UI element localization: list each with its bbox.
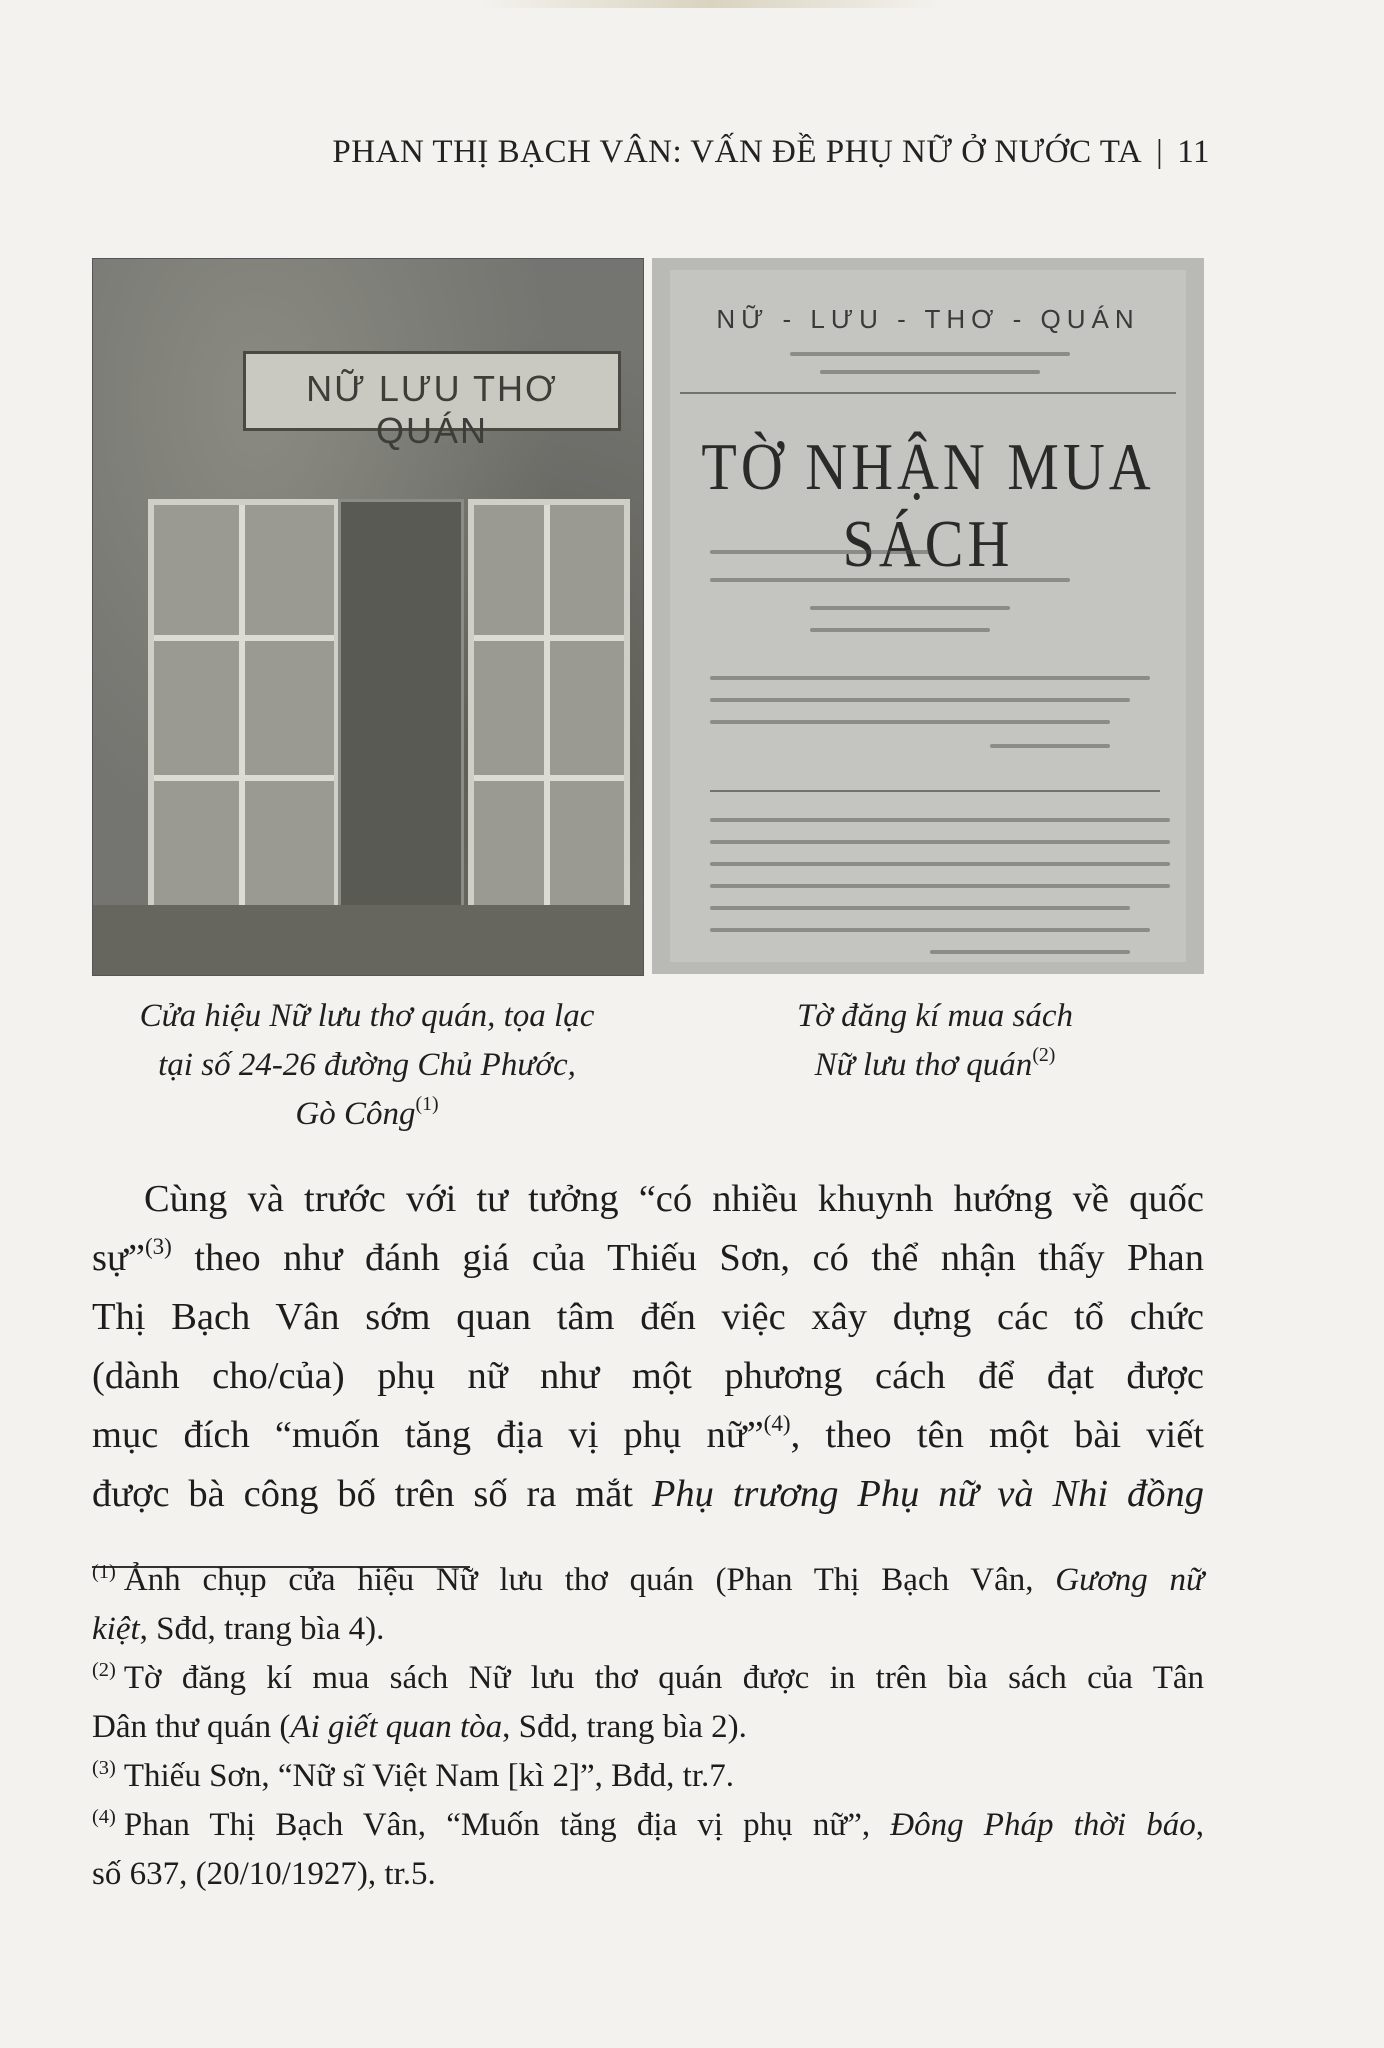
subscription-form-photo	[652, 258, 1204, 974]
caption-line: tại số 24-26 đường Chủ Phước,	[158, 1047, 576, 1083]
footnote-2: $^{(2)}$ Tờ đăng kí mua sách Nữ lưu thơ quán được in trên bìa sách của Tân	[92, 1659, 1204, 1696]
footnote-ref[interactable]: (4)	[763, 1410, 791, 1437]
footnotes	[92, 1556, 1204, 1899]
footnote-3: $^{(3)}$ Thiếu Sơn, “Nữ sĩ Việt Nam [kì 2]”, Bđd, tr.7.	[92, 1757, 735, 1794]
top-edge-strip	[480, 0, 940, 8]
footnote-2-cont: Dân thư quán (Ai giết quan tòa, Sđd, trang bìa 2).	[92, 1709, 747, 1745]
body-paragraph	[92, 1170, 1204, 1524]
shop-door	[338, 499, 464, 975]
footnote-4-cont: số 637, (20/10/1927), tr.5.	[92, 1856, 436, 1892]
footnote-ref[interactable]: (2)	[1032, 1044, 1056, 1066]
footnote-ref[interactable]: (1)	[415, 1093, 439, 1115]
footnote-4: $^{(4)}$ Phan Thị Bạch Vân, “Muốn tăng địa vị phụ nữ”, Đông Pháp thời báo,	[92, 1806, 1204, 1843]
caption-line: Tờ đăng kí mua sách	[796, 998, 1074, 1034]
page-number: 11	[1177, 134, 1210, 170]
shop-sign-text: NỮ LƯU THƠ QUÁN	[306, 368, 558, 451]
running-head-separator: |	[1156, 134, 1164, 170]
shop-window-left	[148, 499, 340, 951]
body-line: được bà công bố trên số ra mắt Phụ trương Phụ nữ và Nhi đồng	[92, 1473, 1204, 1515]
caption-line: Cửa hiệu Nữ lưu thơ quán, tọa lạc	[139, 998, 595, 1034]
footnote-1-cont: kiệt, Sđd, trang bìa 4).	[92, 1611, 385, 1647]
form-title: TỜ NHẬN MUA SÁCH	[701, 429, 1155, 581]
shop-photo-caption	[92, 992, 642, 1139]
running-head	[200, 134, 1210, 171]
caption-line: Nữ lưu thơ quán	[814, 1047, 1033, 1083]
caption-line: Gò Công	[295, 1096, 416, 1132]
body-line: mục đích “muốn tăng địa vị phụ nữ”$^{(4)}$, theo tên một bài viết	[92, 1410, 1204, 1456]
form-header: NỮ - LƯU - THƠ - QUÁN	[716, 304, 1140, 334]
subscription-form	[670, 270, 1186, 962]
running-head-title: PHAN THỊ BẠCH VÂN: VẤN ĐỀ PHỤ NỮ Ở NƯỚC TA	[332, 134, 1143, 170]
body-line: Cùng và trước với tư tưởng “có nhiều khuynh hướng về quốc	[144, 1178, 1204, 1220]
shop-foreground	[93, 905, 643, 975]
form-photo-caption	[700, 992, 1170, 1090]
body-line: (dành cho/của) phụ nữ như một phương cách để đạt được	[92, 1355, 1204, 1397]
shop-window-right	[468, 499, 630, 951]
shop-photo	[92, 258, 644, 976]
footnote-1: $^{(1)}$ Ảnh chụp cửa hiệu Nữ lưu thơ quán (Phan Thị Bạch Vân, Gương nữ	[92, 1561, 1204, 1598]
body-line: Thị Bạch Vân sớm quan tâm đến việc xây dựng các tổ chức	[92, 1296, 1204, 1338]
footnote-ref[interactable]: (3)	[144, 1233, 172, 1260]
body-line: sự”$^{(3)}$ theo như đánh giá của Thiếu Sơn, có thể nhận thấy Phan	[92, 1233, 1204, 1279]
shop-sign	[243, 351, 621, 451]
